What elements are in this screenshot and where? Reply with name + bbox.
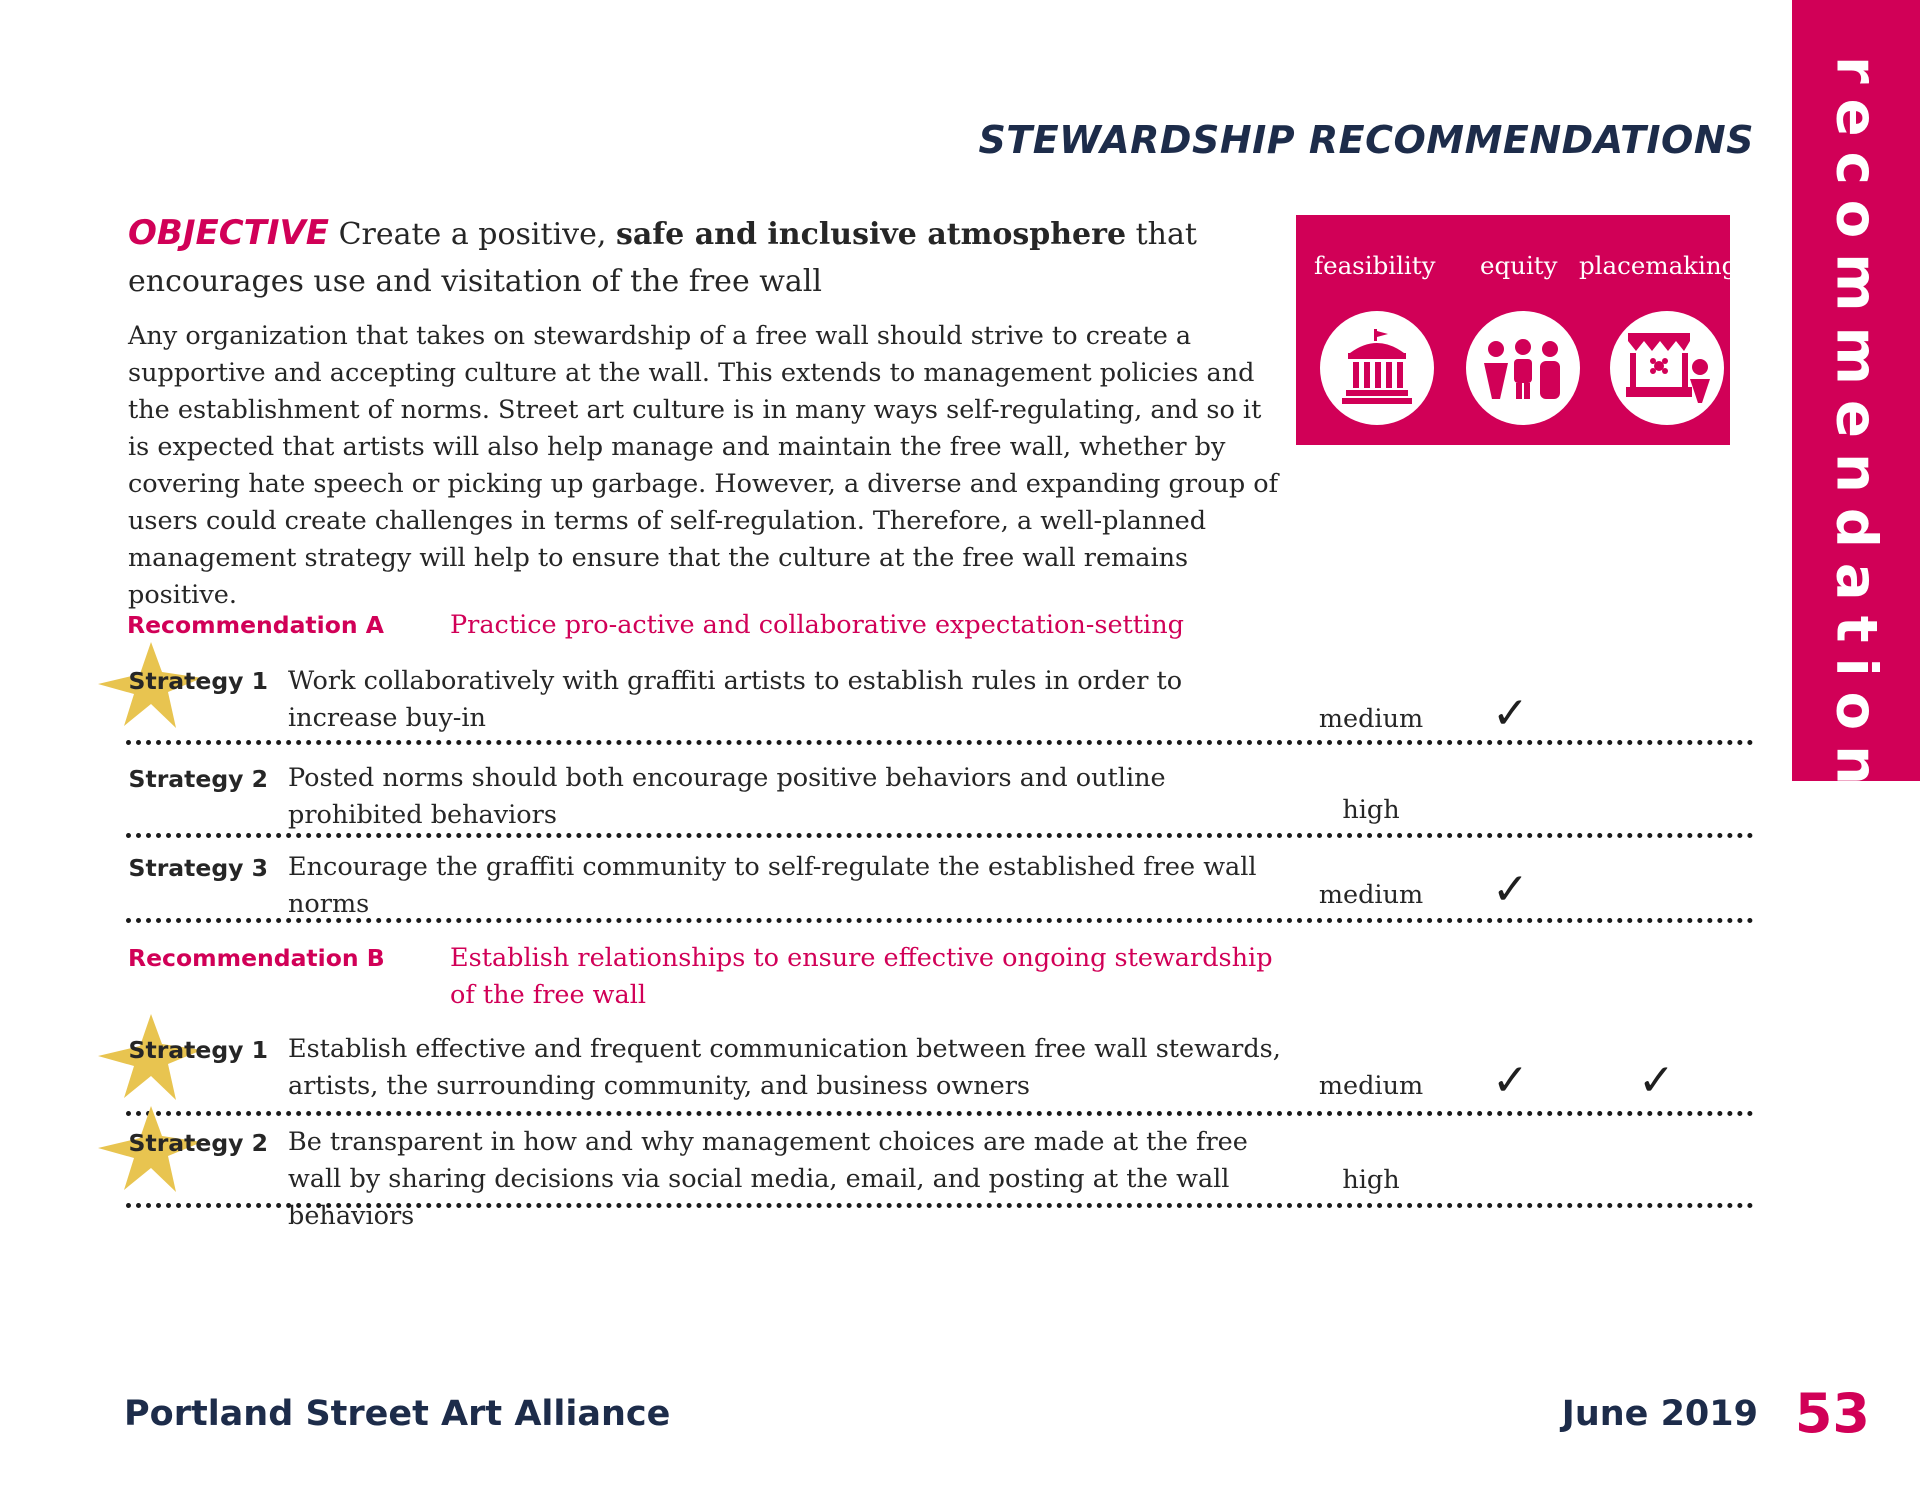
objective-text-after: that encourages use and visitation of the free wall bbox=[128, 217, 1197, 299]
check-icon: ✓ bbox=[1492, 688, 1529, 739]
objective-statement bbox=[128, 210, 1288, 305]
criteria-label-feasibility: feasibility bbox=[1314, 251, 1436, 280]
page-number: 53 bbox=[1794, 1382, 1870, 1445]
strategy-b1-label: Strategy 1 bbox=[128, 1036, 268, 1064]
check-icon: ✓ bbox=[1492, 864, 1529, 915]
strategy-b2-text: Be transparent in how and why management choices are made at the free wall by sharing decisions via social media, email, and posting at the wall behaviors bbox=[288, 1127, 1248, 1231]
criteria-label-placemaking: placemaking bbox=[1579, 251, 1738, 280]
divider bbox=[126, 918, 1754, 923]
strategy-a3-level: medium bbox=[1318, 880, 1424, 910]
footer-organization: Portland Street Art Alliance bbox=[124, 1394, 671, 1434]
strategy-a2-level: high bbox=[1342, 795, 1400, 825]
side-tab bbox=[1792, 0, 1920, 849]
intro-paragraph: Any organization that takes on stewardship of a free wall should strive to create a supportive and accepting culture at the wall. This extends to management policies and the establishment of norms. Street art culture is in many ways self-regulating, and so it is expected that artists will also help manage and maintain the free wall, whether by covering hate speech or picking up garbage. However, a diverse and expanding group of users could create challenges in terms of self-regulation. Therefore, a well-planned management strategy will help to ensure that the culture at the free wall remains positive. bbox=[128, 321, 1279, 610]
footer-date: June 2019 bbox=[1561, 1394, 1758, 1434]
check-icon: ✓ bbox=[1492, 1055, 1529, 1106]
divider bbox=[126, 1111, 1754, 1116]
objective-label: OBJECTIVE bbox=[128, 213, 330, 253]
people-group-icon bbox=[1466, 311, 1580, 425]
strategy-a3-text: Encourage the graffiti community to self-regulate the established free wall norms bbox=[288, 852, 1257, 919]
strategy-a2-text: Posted norms should both encourage positive behaviors and outline prohibited behaviors bbox=[288, 763, 1166, 830]
recommendation-b-label: Recommendation B bbox=[128, 944, 385, 972]
side-tab-label: recommendations bbox=[1823, 56, 1889, 849]
strategy-a1-text: Work collaboratively with graffiti artists to establish rules in order to increase buy-in bbox=[288, 666, 1183, 733]
section-title: STEWARDSHIP RECOMMENDATIONS bbox=[978, 118, 1754, 162]
recommendation-a-label: Recommendation A bbox=[127, 611, 384, 639]
strategy-a1-level: medium bbox=[1318, 704, 1424, 734]
criteria-box bbox=[1296, 215, 1738, 445]
strategy-b2-label: Strategy 2 bbox=[128, 1129, 268, 1157]
recommendation-a-text: Practice pro-active and collaborative expectation-setting bbox=[450, 610, 1184, 640]
objective-text-bold: safe and inclusive atmosphere bbox=[615, 217, 1127, 252]
divider bbox=[126, 833, 1754, 838]
storefront-icon bbox=[1610, 311, 1724, 425]
strategy-a3-label: Strategy 3 bbox=[128, 854, 268, 882]
divider bbox=[126, 1203, 1754, 1208]
check-icon: ✓ bbox=[1638, 1055, 1675, 1106]
objective-text-before: Create a positive, bbox=[329, 217, 616, 252]
strategy-b1-text: Establish effective and frequent communication between free wall stewards, artists, the surrounding community, and business owners bbox=[288, 1034, 1281, 1101]
strategy-b1-level: medium bbox=[1318, 1071, 1424, 1101]
divider bbox=[126, 740, 1754, 745]
strategy-b2-level: high bbox=[1342, 1165, 1400, 1195]
strategy-a2-label: Strategy 2 bbox=[128, 765, 268, 793]
recommendation-b-text: Establish relationships to ensure effective ongoing stewardship of the free wall bbox=[450, 943, 1273, 1010]
criteria-label-equity: equity bbox=[1480, 251, 1558, 280]
government-building-icon bbox=[1320, 311, 1434, 425]
strategy-a1-label: Strategy 1 bbox=[128, 667, 268, 695]
